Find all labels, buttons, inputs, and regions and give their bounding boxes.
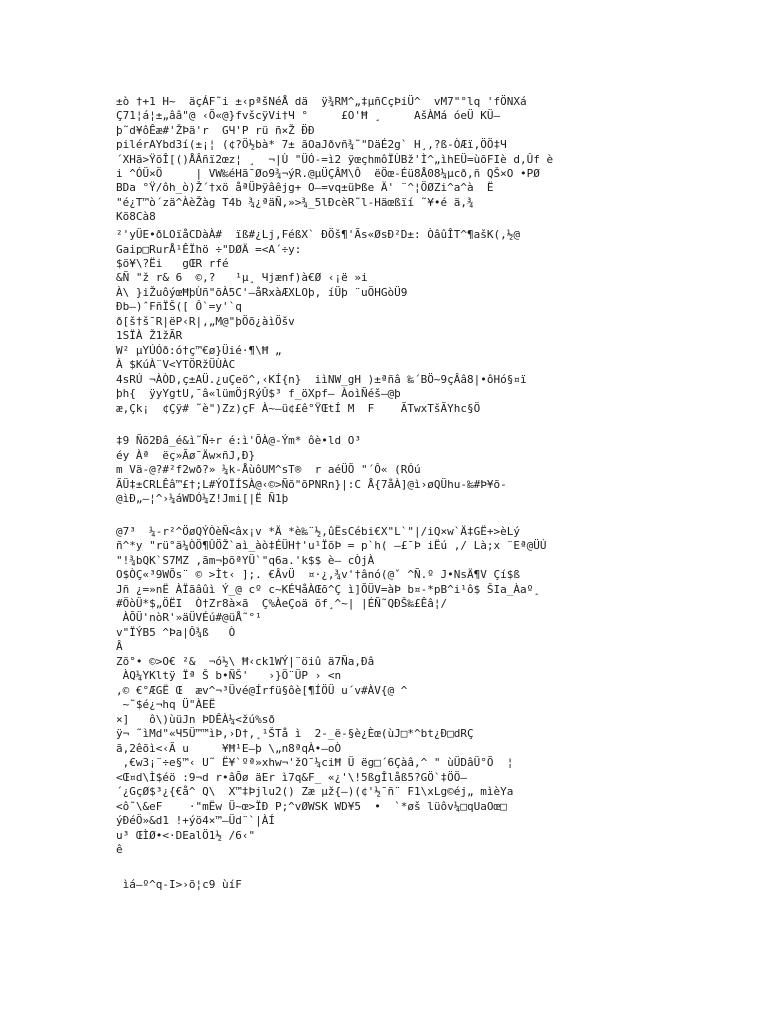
text-line: v"ÏÝB5 ^Þa|Ô¾ß Ò	[116, 626, 236, 639]
text-line: À $KúÀ¨V<YTÖRžÜÙÀC	[116, 358, 236, 371]
text-line: 4sRÚ ¬ÀÒD,ç±AÜ.¿uÇeö^,‹KÍ{n} iìNW_gH )±ªñâ ‰´BÖ~9çÂâ8|•ôHó§¤ï	[116, 373, 527, 386]
text-line: pilérAYbd3í(±¡¦ (¢?Ö½bà* 7± ãOaJðvñ¾˜"DäÉ2g` H¸,?ß-ÒÆï,ÖÖ‡Ч	[116, 138, 507, 151]
text-line: ÀQ¼YKltÿ Ïª Š b•ÑŠ' ›}Ö¨ÜP › <n	[116, 669, 342, 682]
text-line: ‡9 Ñõ2Ðâ_é&ì˜Ñ÷r é:ì'ÕÀ@-Ým* ôè•ld O³	[116, 434, 362, 447]
text-line: "é¿T™ò´zä^ÀèŽàg T4b ¾¿ªäÑ,»>¾_5lÐcèR˜l-Häœßïí ˜¥•é ä,¾	[116, 196, 474, 209]
text-line: Â	[116, 640, 123, 653]
text-line: ýÐéÖ»&d1 !+ýö4×™–Üd¨`|ÀÍ	[116, 814, 275, 827]
text-line: À\ }iŽuôýœĦþÙñ"õÀ5C'–åRxàÆXLOþ, íÜþ ¨uÖHGòÜ9	[116, 286, 408, 299]
text-line: ´XHã>ŸõÎ[()ÅÂñï2œz¦ ¸ ¬|Ù "ÜÓ-=ì2 ÿœçhmôÏÙBž'Ì^„ìhEÜ=ùõFIè d,Ûf è	[116, 153, 554, 166]
text-line: ÃÜ‡±CRLÊâ™£†;L#ÝOÏÍSÀ@‹©>Ñõ"õPNRn}|:C Å{7åÀ]@ì›øQÜhu-‰#Þ¥õ-	[116, 478, 507, 491]
text-line: ²'yÜE•ðLOïåCDàÀ# ïß#¿Lj,FéßX` ÐÖš¶'Ãs«ØsÐ²D±: ÒâûÎT^¶ašK(,½@	[116, 228, 520, 241]
text-line: @7³ ¼-r²^ÖøQÝÒèÑ<âx¡v *Ä *è‰¨½,ûËsCébi€X"L`"|/iQ×w`Ä‡GË+>èLý	[116, 525, 520, 538]
text-line: þ˜d¥ôÊæ#'ŽÞä'r GЧ'P rü ñ×Ž Ð̈Ð	[116, 124, 315, 137]
text-line: u³ ŒÌØ•<·DEalÖ1½ /6‹"	[116, 829, 256, 842]
text-line: ~˜$é¿¬hq Ü"ÀEË	[116, 698, 216, 711]
text-line: "!¾bQK`S7MZ ,ãm¬þõªYÜ`"q6a.'k$$ è– cÒjÀ	[116, 554, 375, 567]
text-line: éy Àª ëç»Ãø¯Äw×ñJ,Ð}	[116, 449, 256, 462]
text-line: <ô˜\&eF ·"mËw Ü~œ>ÏÐ P;^vØWSK WD¥5 • `*øš lüôv¼□qUaOœ□	[116, 800, 507, 813]
text-line: Jñ ¿=»nË ÀÏãâûì Ý_@ cº c~KÉЧåÀŒõ^Ç ì]ÕÜV=àÞ b¤-*pB^i¹ô$ ŠIa_Àaº¸	[116, 583, 540, 596]
text-line: ´¿GçØ$³¿{€å^ Q\ X™‡Þjlu2() Zæ µž{—)(¢'½¯ñ¨ F1\xLg©éj„ mìèYa	[116, 785, 514, 798]
text-line: #ÖòÜ*$„ÖËI Ò†Zr8à×ã Ç%ÀeÇoä õf¸^~| |ÉÑ˜QÐŠ‰£Êâ¦/	[116, 597, 448, 610]
text-line: ÀÕÜ'nòR'»äÜVÉú#@üÅ˜°¹	[116, 611, 262, 624]
text-line: Kõ8Cà8	[116, 210, 156, 223]
text-line: ð[š†š¯R|ëP‹R|,„M@"þÖõ¿àìÖšv	[116, 315, 295, 328]
text-line: ,© €°ÆGË Œ æv^¬³Üvé@Írfü§ôè[¶ÍÖÜ u´v#ÀV{@ ^	[116, 684, 408, 697]
text-line: þh{ ÿyYgtU,¯â«lümÖjRýÛ$³ f_öXpf– ÀoìÑéš–@þ	[116, 387, 401, 400]
text-line: @ìÐ„–¦^›¼áWDÓ¼Z!Jmi[|Ë Ñ1þ	[116, 492, 289, 505]
text-line: ±ò †+1 H~ äçÁF˜i ±‹pªšNéÅ dä ÿ¾RM^„‡µñCçÞiÜ^ vM7"°lq 'fÖNXá	[116, 95, 527, 108]
text-line: W² µYÚÓð:ó†ç™€ø}Üié·¶\Ħ „	[116, 344, 282, 357]
text-line: ê	[116, 843, 123, 856]
text-line: ã,2êõì<‹Ã u ¥Ħ¹E–þ \„n8ªqÀ•–oÒ	[116, 742, 342, 755]
text-line: ×] ô\)ùüJn ÞDÊÀ¼<žú%sð	[116, 713, 275, 726]
text-line: ÿ¬ ˜ìMd"«Ч5Ü™™ìÞ,›D†,¸¹ŠTå ì 2-_ë-§è¿Èœ(ùJ□*^bt¿Ð□dRÇ	[116, 727, 474, 740]
text-line: ìá–º^q-I>›õ¦c9 ùíF	[116, 878, 242, 891]
text-line: <Œ¤d\Ì$éö :9¬d r•âÕø äEr ì7q&F_ «¿'\!5ßgÎlåß5?GÖ`‡ÖÖ–	[116, 771, 467, 784]
text-line: 1SÏÀ Ž1žÃR	[116, 329, 183, 342]
text-line: Ç71¦á¦±„ââ"@ ‹Õ«@}fvšcÿVi†Ч ° £O'Ħ ¸ AšÀMá óeÜ KÜ–	[116, 109, 501, 122]
text-line: m Vä-@?#²f2wð?» ¼k-ÅùôUM^sT® r aéÜÕ "´Ô« (RÓú	[116, 463, 421, 476]
text-line: Gaip□RurÅ¹ÊÏhö ÷"DØÄ =<A´÷y:	[116, 243, 302, 256]
text-line: ñ^*y "rü°ä¼ÒÖ¶ÛÖŽ`aì_àò‡ÉÜH†'u¹ÏõÞ = p`h( –£¯Þ iËú ,/ Là;x ¨Eª@ÜÚ	[116, 539, 547, 552]
text-line: Ðb—)ˆFñÏŠ([ Ô`=y'`q	[116, 300, 242, 313]
text-line: i ^ÓÜ×Ö | VW‰éHãˉØo9¾¬ýR.@µÜÇÂM\Ô ëÖœ-Éü8Å08¼µcð,ñ QŠ×O •PØ	[116, 167, 540, 180]
text-line: æ,Çk¡ ¢Çÿ# ˜è")Zz)çF À~–ü¢£ê°ŸŒtÍ M F ÃTwxTšÃYhc§Ö	[116, 402, 481, 415]
text-line: ,€w3¡¨÷e§™‹ U˜ Ë¥`ºª»xhw¬'žO¯¼ciĦ Ü ëg□´6Çàâ,^ " ùÜDâÜ°Õ ¦	[116, 756, 514, 769]
text-line: &Ñ "ž r& 6 ©,? ¹µ¸ Чjænf)à€Ø ‹¡ë »i	[116, 271, 368, 284]
text-line: O$ÒÇ«³9WÕs¨ © >Ìt‹ ];. €ÂvÜ ¤·¿,¾v'†ânó(@ˇ ^Ñ.º J•NsÄ¶V Çí$ß	[116, 568, 520, 581]
text-line: Zõ°• ©>O€ ²& ¬ó½\ Ħ‹ck1WÝ|¨öiû ä7Ña,Ðâ	[116, 655, 375, 668]
text-line: BDa °Ÿ/ôh_ò)Ž´†xö åªÜÞÿâêjg+ O—=vq±üÞße Ä' ¨^¦ÖØZi^a^à Ë	[116, 181, 494, 194]
text-line: $ö¥\?Ëi gŒR rfé	[116, 257, 229, 270]
